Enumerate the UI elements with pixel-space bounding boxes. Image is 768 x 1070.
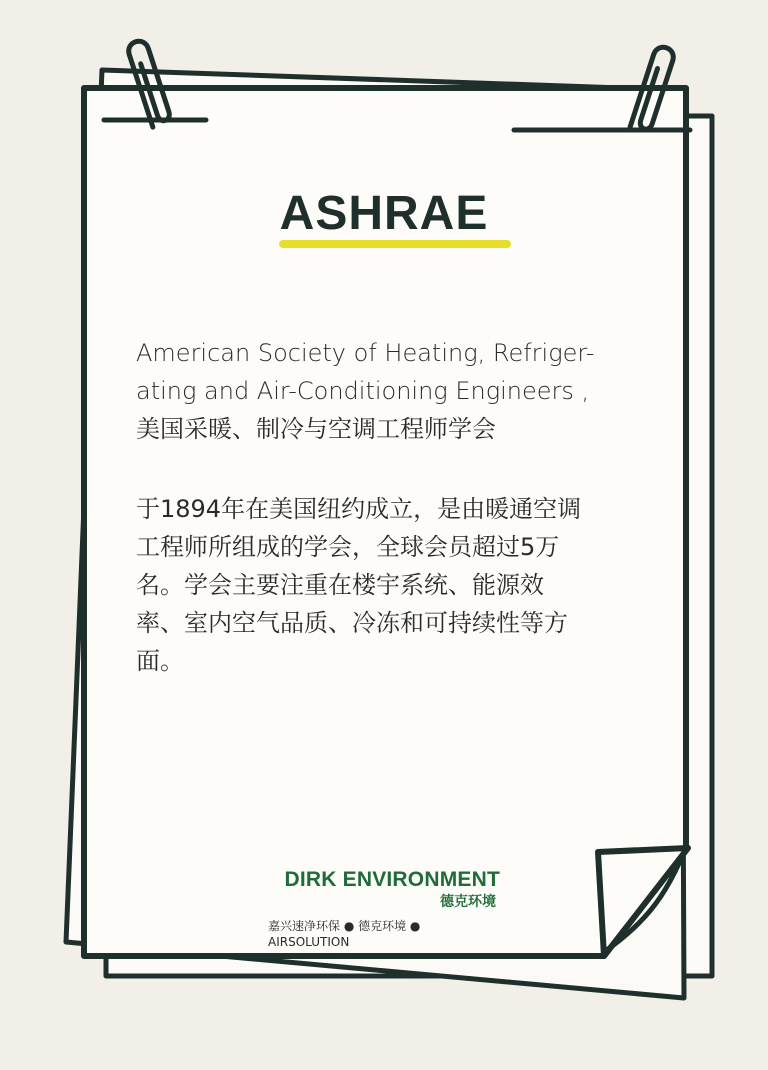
description-line: 于1894年在美国纽约成立，是由暖通空调 bbox=[136, 495, 582, 523]
brand-logo bbox=[268, 868, 500, 950]
definition-line: 美国采暖、制冷与空调工程师学会 bbox=[136, 415, 496, 443]
definition-line: ating and Air-Conditioning Engineers , bbox=[136, 377, 590, 405]
description-line: 名。学会主要注重在楼宇系统、能源效 bbox=[136, 571, 544, 599]
brand-name: DIRK ENVIRONMENT bbox=[284, 868, 500, 891]
description-line: 率、室内空气品质、冷冻和可持续性等方 bbox=[136, 609, 568, 637]
description-line: 面。 bbox=[136, 647, 184, 675]
page-title: ASHRAE bbox=[279, 187, 489, 240]
description-paragraph bbox=[136, 490, 636, 680]
description-line: 工程师所组成的学会，全球会员超过5万 bbox=[136, 533, 560, 561]
definition-line: American Society of Heating, Refriger- bbox=[136, 339, 595, 367]
brand-name-cn: 德克环境 bbox=[440, 894, 496, 910]
title-underline bbox=[279, 240, 511, 248]
brand-tagline: 嘉兴速净环保 ● 德克环境 ● AIRSOLUTION bbox=[268, 919, 421, 949]
definition-paragraph bbox=[136, 334, 636, 448]
